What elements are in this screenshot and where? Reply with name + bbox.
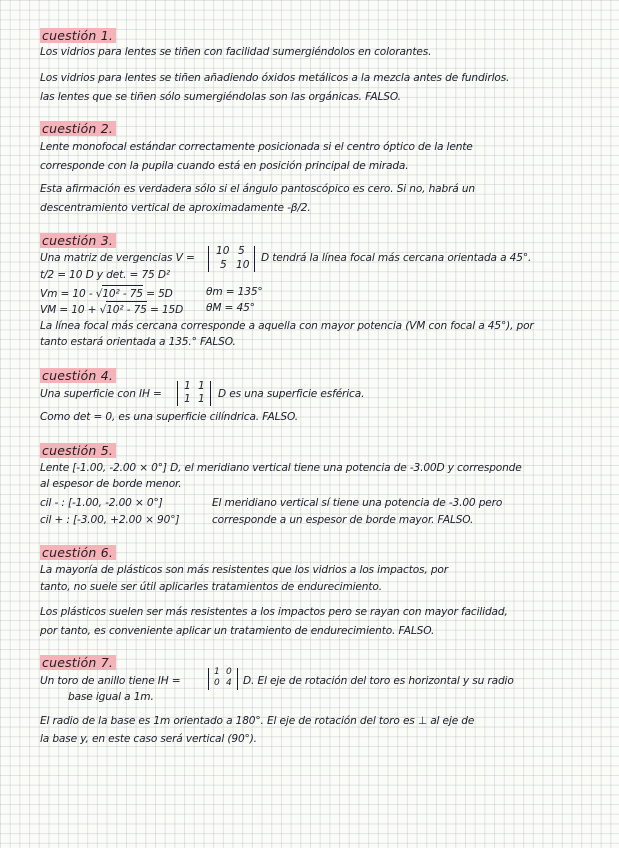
q2-answer-line-2: descentramiento vertical de aproximadamente -β/2. bbox=[40, 202, 311, 214]
q3-statement-b: D tendrá la línea focal más cercana orientada a 45°. bbox=[261, 252, 532, 264]
matrix-bar-right bbox=[237, 668, 238, 690]
matrix-cell: 10 bbox=[216, 245, 230, 257]
q6-answer-line-1: Los plásticos suelen ser más resistentes a los impactos pero se rayan con mayor facilidad, bbox=[40, 606, 508, 618]
q5-cil-plus-note: corresponde a un espesor de borde mayor. FALSO. bbox=[212, 514, 474, 526]
q7-statement-a: Un toro de anillo tiene IH = bbox=[40, 675, 181, 687]
q7-answer-line-2: la base y, en este caso será vertical (90°). bbox=[40, 733, 257, 745]
matrix-bar-left bbox=[177, 381, 178, 406]
q2-statement-line-2: corresponde con la pupila cuando está en posición principal de mirada. bbox=[40, 160, 409, 172]
q1-answer-line-2: las lentes que se tiñen sólo sumergiéndolas son las orgánicas. FALSO. bbox=[40, 91, 401, 103]
q3-statement-a: Una matriz de vergencias V = bbox=[40, 252, 195, 264]
matrix-cell: 4 bbox=[226, 678, 232, 688]
heading-cuestion-5: cuestión 5. bbox=[40, 443, 116, 458]
matrix-cell: 1 bbox=[198, 393, 205, 405]
matrix-bar-right bbox=[210, 381, 211, 406]
q5-cil-plus: cil + : [-3.00, +2.00 × 90°] bbox=[40, 514, 180, 526]
q5-statement-line-1: Lente [-1.00, -2.00 × 0°] D, el meridiano vertical tiene una potencia de -3.00D y corresponde bbox=[40, 462, 522, 474]
heading-cuestion-4: cuestión 4. bbox=[40, 368, 116, 383]
q6-statement-line-1: La mayoría de plásticos son más resistentes que los vidrios a los impactos, por bbox=[40, 564, 448, 576]
matrix-cell: 1 bbox=[198, 380, 205, 392]
q4-statement-b: D es una superficie esférica. bbox=[218, 388, 365, 400]
matrix-bar-left bbox=[208, 246, 209, 272]
q3-vM-formula: VM = 10 + √10² - 75 = 15D bbox=[40, 301, 183, 317]
q3-answer-line-1: La línea focal más cercana corresponde a aquella con mayor potencia (VM con focal a 45°), por bbox=[40, 320, 534, 332]
matrix-cell: 10 bbox=[236, 259, 250, 271]
heading-cuestion-3: cuestión 3. bbox=[40, 233, 116, 248]
matrix-cell: 0 bbox=[214, 678, 220, 688]
q2-statement-line-1: Lente monofocal estándar correctamente posicionada si el centro óptico de la lente bbox=[40, 141, 473, 153]
matrix-cell: 1 bbox=[214, 667, 220, 677]
q3-answer-line-2: tanto estará orientada a 135.° FALSO. bbox=[40, 336, 236, 348]
heading-cuestion-6: cuestión 6. bbox=[40, 545, 116, 560]
matrix-bar-right bbox=[254, 246, 255, 272]
q1-answer-line-1: Los vidrios para lentes se tiñen añadiendo óxidos metálicos a la mezcla antes de fundirlos. bbox=[40, 72, 510, 84]
matrix-cell: 5 bbox=[220, 259, 227, 271]
q3-vm-formula: Vm = 10 - √10² - 75 = 5D bbox=[40, 285, 173, 301]
q6-answer-line-2: por tanto, es conveniente aplicar un tratamiento de endurecimiento. FALSO. bbox=[40, 625, 435, 637]
q5-cil-minus-note: El meridiano vertical sí tiene una potencia de -3.00 pero bbox=[212, 497, 503, 509]
q1-statement: Los vidrios para lentes se tiñen con facilidad sumergiéndolos en colorantes. bbox=[40, 46, 432, 58]
q2-answer-line-1: Esta afirmación es verdadera sólo si el ángulo pantoscópico es cero. Si no, habrá un bbox=[40, 183, 475, 195]
heading-cuestion-2: cuestión 2. bbox=[40, 121, 116, 136]
heading-cuestion-1: cuestión 1. bbox=[40, 28, 116, 43]
q3-trace-det: t/2 = 10 D y det. = 75 D² bbox=[40, 269, 170, 281]
matrix-cell: 1 bbox=[184, 393, 191, 405]
q5-statement-line-2: al espesor de borde menor. bbox=[40, 478, 182, 490]
matrix-cell: 5 bbox=[238, 245, 245, 257]
matrix-bar-left bbox=[208, 668, 209, 690]
q7-answer-line-1: El radio de la base es 1m orientado a 180°. El eje de rotación del toro es ⊥ al eje de bbox=[40, 715, 475, 727]
matrix-cell: 0 bbox=[226, 667, 232, 677]
q4-statement-a: Una superficie con IH = bbox=[40, 388, 162, 400]
q3-theta-m: θm = 135° bbox=[206, 286, 263, 298]
heading-cuestion-7: cuestión 7. bbox=[40, 655, 116, 670]
q5-cil-minus: cil - : [-1.00, -2.00 × 0°] bbox=[40, 497, 163, 509]
q7-statement-b: D. El eje de rotación del toro es horizontal y su radio bbox=[243, 675, 514, 687]
q6-statement-line-2: tanto, no suele ser útil aplicarles tratamientos de endurecimiento. bbox=[40, 581, 382, 593]
matrix-cell: 1 bbox=[184, 380, 191, 392]
q4-answer: Como det = 0, es una superficie cilíndrica. FALSO. bbox=[40, 411, 298, 423]
q3-theta-M: θM = 45° bbox=[206, 302, 255, 314]
q7-statement-line-2: base igual a 1m. bbox=[68, 691, 154, 703]
